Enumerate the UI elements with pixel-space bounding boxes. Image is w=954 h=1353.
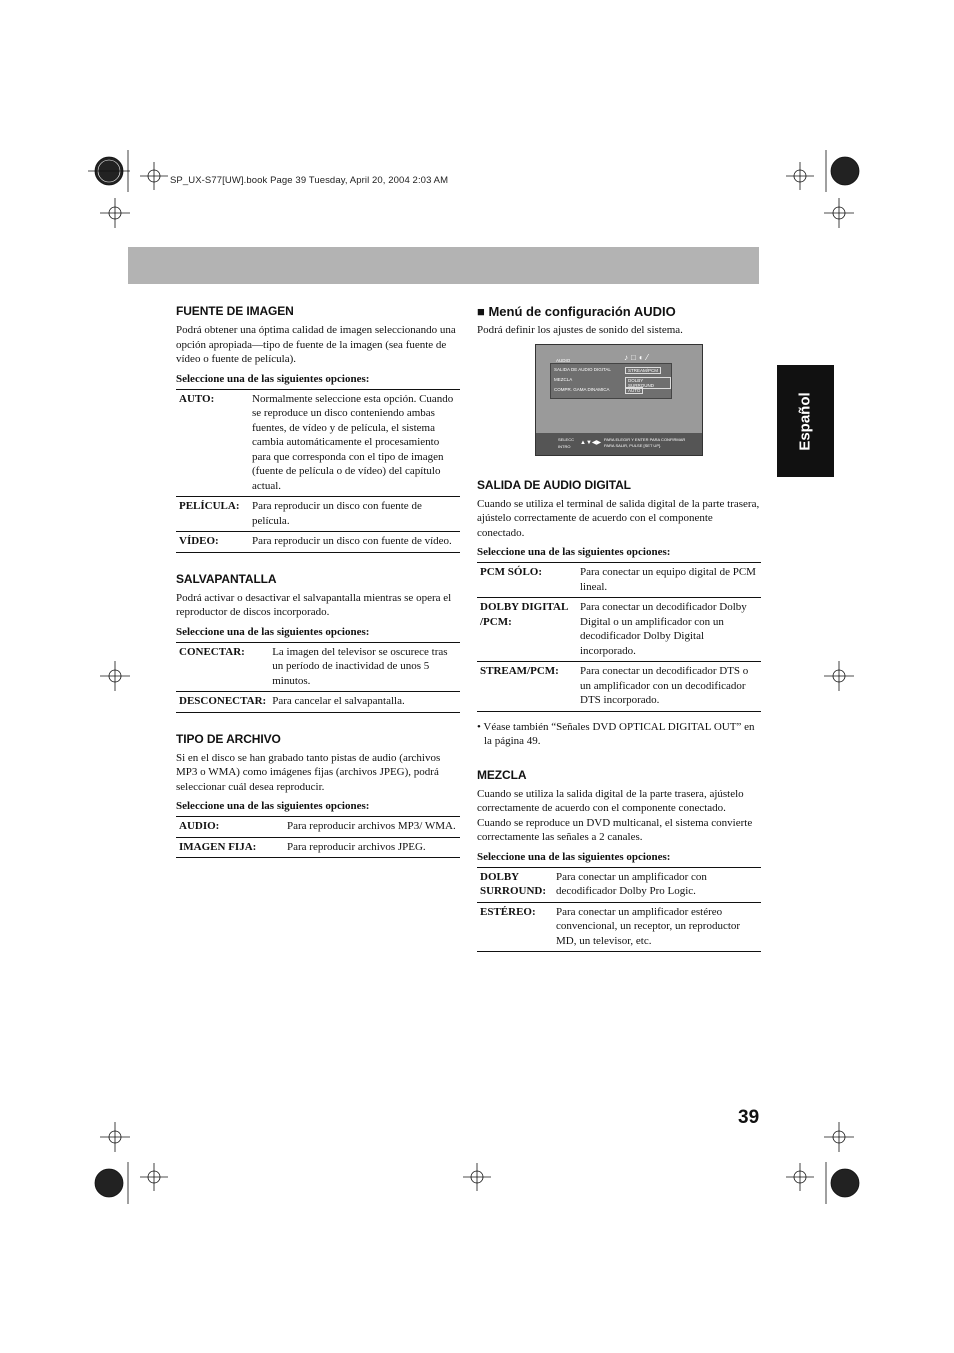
left-column [176, 304, 460, 877]
option-key: PCM SÓLO: [480, 566, 543, 578]
option-value: Para conectar un equipo digital de PCM lineal. [580, 566, 756, 593]
section-intro: Si en el disco se han grabado tanto pistas de audio (archivos MP3 o WMA) como imágenes fijas (archivos JPEG), podrá seleccionar cuál desea reproducir. [176, 751, 441, 793]
table-row [477, 598, 761, 662]
option-key: VÍDEO: [179, 535, 219, 547]
section-title: TIPO DE ARCHIVO [176, 731, 281, 746]
section-heading: ■ Menú de configuración AUDIO [477, 304, 676, 319]
option-value: Para conectar un amplificador estéreo convencional, un receptor, un reproductor MD, un televisor, etc. [556, 905, 741, 947]
section-title: SALIDA DE AUDIO DIGITAL [477, 477, 631, 492]
table-row [477, 902, 761, 952]
option-value: Para conectar un decodificador DTS o un amplificador con un decodificador DTS incorporado. [580, 665, 749, 706]
options-table [176, 816, 460, 858]
option-key: ESTÉREO: [480, 905, 536, 918]
screen-settings-panel [550, 363, 672, 399]
screen-row-label: SALIDA DE AUDIO DIGITAL [554, 366, 611, 372]
option-value: Para reproducir un disco con fuente de vídeo. [252, 535, 452, 547]
screen-tab-label: AUDIO [556, 357, 571, 363]
table-row [176, 817, 460, 838]
options-lead: Seleccione una de las siguientes opciones: [477, 546, 671, 558]
screen-footer [536, 433, 702, 455]
screen-row-label: MEZCLA [554, 376, 573, 382]
option-value: Para reproducir archivos MP3/ WMA. [287, 820, 456, 832]
options-table [477, 562, 761, 712]
screen-footer-text: PARA ELEGIR Y ENTER PARA CONFIRMAR [604, 436, 686, 442]
table-row [176, 837, 460, 858]
note-see-also: • Véase también “Señales DVD OPTICAL DIGITAL OUT” en la página 49. [477, 720, 755, 747]
section-salvapantalla [176, 572, 460, 713]
screen-footer-text: PARA SALIR, PULSE [SET UP]. [604, 442, 662, 448]
language-tab-label: Español [797, 391, 815, 451]
option-value: Para conectar un amplificador con decodificador Dolby Pro Logic. [556, 870, 707, 897]
language-tab [777, 365, 834, 477]
options-table [477, 867, 761, 953]
table-row [477, 563, 761, 598]
option-key: STREAM/PCM: [480, 665, 559, 677]
section-fuente-de-imagen [176, 304, 460, 553]
option-value: Normalmente seleccione esta opción. Cuando se reproduce un disco conteniendo ambas fuentes, de vídeo y de película, el sistema cambia automáticamente el procesamiento para que corresponda con el tipo de imagen (fuente de película o de vídeo) del capítulo actual. [252, 392, 454, 492]
book-info: SP_UX-S77[UW].book Page 39 Tuesday, April 20, 2004 2:03 AM [170, 175, 449, 186]
option-key: DOLBY DIGITAL /PCM: [480, 601, 568, 628]
audio-menu-screenshot [535, 344, 703, 456]
option-key: IMAGEN FIJA: [179, 840, 257, 853]
table-row [176, 532, 460, 553]
section-menu-audio [477, 304, 761, 456]
section-title: FUENTE DE IMAGEN [176, 304, 294, 318]
table-row [176, 642, 460, 692]
table-row [477, 867, 761, 902]
option-key: CONECTAR: [179, 645, 245, 658]
section-title: MEZCLA [477, 767, 527, 782]
option-value: Para reproducir un disco con fuente de película. [252, 500, 422, 527]
options-lead: Seleccione una de las siguientes opciones: [176, 372, 370, 385]
options-lead: Seleccione una de las siguientes opciones: [176, 625, 370, 638]
right-column [477, 304, 761, 971]
option-key: AUDIO: [179, 820, 220, 832]
option-key: DOLBY SURROUND: [480, 870, 546, 897]
option-value: Para cancelar el salvapantalla. [272, 695, 405, 707]
option-value: Para reproducir archivos JPEG. [287, 840, 426, 853]
header-band [128, 247, 759, 284]
screen-row-value: AUTO [625, 387, 643, 394]
options-lead: Seleccione una de las siguientes opciones: [477, 850, 671, 863]
screen-row-label: COMPR. GAMA DINAMICA [554, 386, 610, 392]
screen-menu-icons: ♪□◐⁄ [624, 352, 651, 362]
screen-footer-arrows-icon: ▲▼◀▶ [580, 439, 602, 446]
section-intro: Podrá obtener una óptima calidad de imagen seleccionando una opción apropiada—tipo de fuente de la imagen (sea fuente de vídeo o fuente de película). [176, 324, 456, 365]
option-key: AUTO: [179, 392, 215, 405]
screen-footer-select: SELECC [558, 436, 575, 442]
section-intro: Podrá activar o desactivar el salvapantalla mientras se opera el reproductor de discos incorporado. [176, 591, 452, 618]
section-salida-de-audio-digital [477, 478, 761, 749]
page-number: 39 [738, 1107, 760, 1128]
section-intro: Cuando se utiliza la salida digital de la parte trasera, ajústelo correctamente de acuerdo con el componente conectado. Cuando se reproduce un DVD multicanal, el sistema convierte correctamente las señales a 2 canales. [477, 787, 753, 843]
section-tipo-de-archivo [176, 732, 460, 859]
option-value: La imagen del televisor se oscurece tras un período de inactividad de unos 5 minutos. [272, 645, 448, 687]
option-key: PELÍCULA: [179, 500, 240, 512]
table-row [176, 692, 460, 713]
section-intro: Podrá definir los ajustes de sonido del sistema. [477, 324, 683, 336]
options-table [176, 642, 460, 713]
section-intro: Cuando se utiliza el terminal de salida digital de la parte trasera, ajústelo correctamente de acuerdo con el componente conectado. [477, 497, 760, 539]
options-lead: Seleccione una de las siguientes opciones: [176, 800, 370, 812]
option-key: DESCONECTAR: [179, 695, 267, 707]
option-value: Para conectar un decodificador Dolby Digital o un amplificador con un decodificador Dolby Digital incorporado. [580, 601, 747, 657]
screen-row-value: DOLBY SURROUND [625, 377, 671, 389]
section-title: SALVAPANTALLA [176, 571, 277, 586]
section-mezcla [477, 768, 761, 953]
table-row [176, 497, 460, 532]
options-table [176, 389, 460, 553]
screen-row-value: STREAM/PCM [625, 367, 661, 374]
screen-footer-enter: INTRO [558, 443, 571, 449]
table-row [176, 389, 460, 497]
table-row [477, 662, 761, 712]
